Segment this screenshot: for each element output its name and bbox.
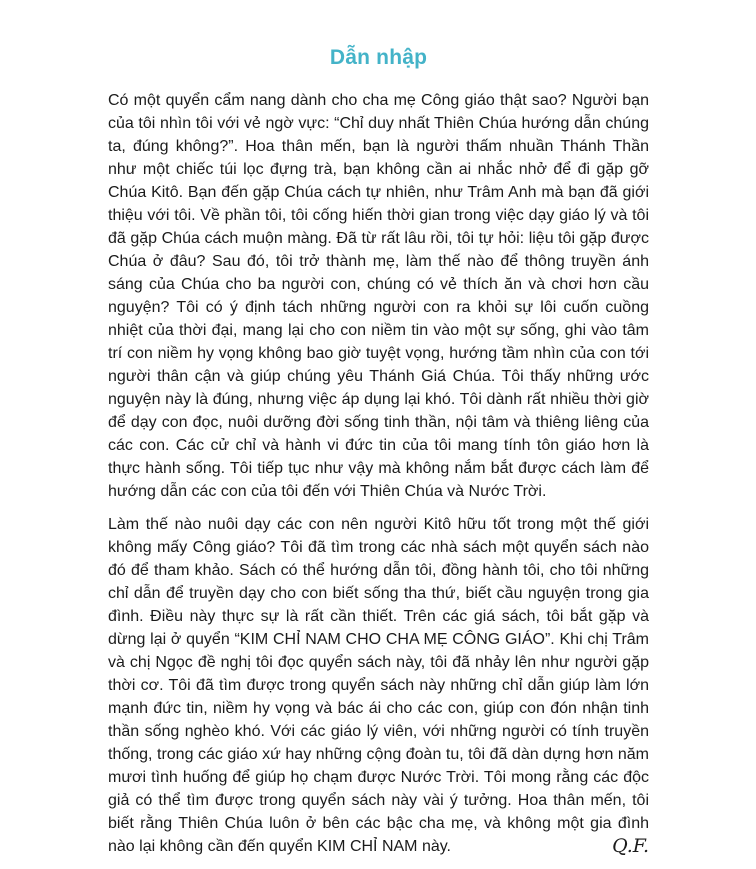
author-signature: Q.F. (612, 835, 649, 857)
paragraph-1 (108, 89, 649, 503)
paragraph-1-text: Có một quyển cẩm nang dành cho cha mẹ Công giáo thật sao? Người bạn của tôi nhìn tôi với vẻ ngờ vực: “Chỉ duy nhất Thiên Chúa hướng dẫn chúng ta, đúng không?”. Hoa thân mến, bạn là người thấm nhuần Thánh Thần như một chiếc túi lọc đựng trà, bạn không cần ai nhắc nhở để đi gặp gỡ Chúa Kitô. Bạn đến gặp Chúa cách tự nhiên, như Trâm Anh mà bạn đã giới thiệu với tôi. Về phần tôi, tôi cống hiến thời gian trong việc dạy giáo lý và tôi đã gặp Chúa cách muộn màng. Đã từ rất lâu rồi, tôi tự hỏi: liệu tôi gặp được Chúa ở đâu? Sau đó, tôi trở thành mẹ, làm thế nào để thông truyền ánh sáng của Chúa cho ba người con, chúng có vẻ thích ăn và chơi hơn cầu nguyện? Tôi có ý định tách những người con ra khỏi sự lôi cuốn cuồng nhiệt của thời đại, mang lại cho con niềm tin vào một sự sống, ghi vào tâm trí con niềm hy vọng không bao giờ tuyệt vọng, hướng tầm nhìn của con tới người thân cận và giúp chúng yêu Thánh Giá Chúa. Tôi thấy những ước nguyện này là đúng, nhưng việc áp dụng lại khó. Tôi dành rất nhiều thời giờ để dạy con đọc, nuôi dưỡng đời sống tinh thần, nội tâm và thiêng liêng của các con. Các cử chỉ và hành vi đức tin của tôi mang tính tôn giáo hơn là thực hành sống. Tôi tiếp tục như vậy mà không nắm bắt được cách làm để hướng dẫn các con của tôi đến với Thiên Chúa và Nước Trời. (108, 92, 649, 500)
paragraph-2 (108, 513, 649, 858)
body-text (108, 89, 649, 858)
chapter-title: Dẫn nhập (329, 46, 428, 69)
paragraph-2-text: Làm thế nào nuôi dạy các con nên người Kitô hữu tốt trong một thế giới không mấy Công giáo? Tôi đã tìm trong các nhà sách một quyển sách nào đó để tham khảo. Sách có thể hướng dẫn tôi, đồng hành tôi, cho tôi những chỉ dẫn để truyền dạy cho con biết sống tha thứ, biết cầu nguyện trong gia đình. Điều này thực sự là rất cần thiết. Trên các giá sách, tôi bắt gặp và dừng lại ở quyển “KIM CHỈ NAM CHO CHA MẸ CÔNG GIÁO”. Khi chị Trâm và chị Ngọc đề nghị tôi đọc quyển sách này, tôi đã nhảy lên như người gặp thời cơ. Tôi đã tìm được trong quyển sách này những chỉ dẫn giúp làm lớn mạnh đức tin, niềm hy vọng và bác ái cho các con, giúp con đón nhận tinh thần sống nghèo khó. Với các giáo lý viên, với những người có tính truyền thống, trong các giáo xứ hay những cộng đoàn tu, tôi đã dàn dựng hơn năm mươi tình huống để giúp họ chạm được Nước Trời. Tôi mong rằng các độc giả có thể tìm được trong quyển sách này vài ý tưởng. Hoa thân mến, tôi biết rằng Thiên Chúa luôn ở bên các bậc cha mẹ, và không một gia đình nào lại không cần đến quyển KIM CHỈ NAM này. (108, 516, 649, 855)
